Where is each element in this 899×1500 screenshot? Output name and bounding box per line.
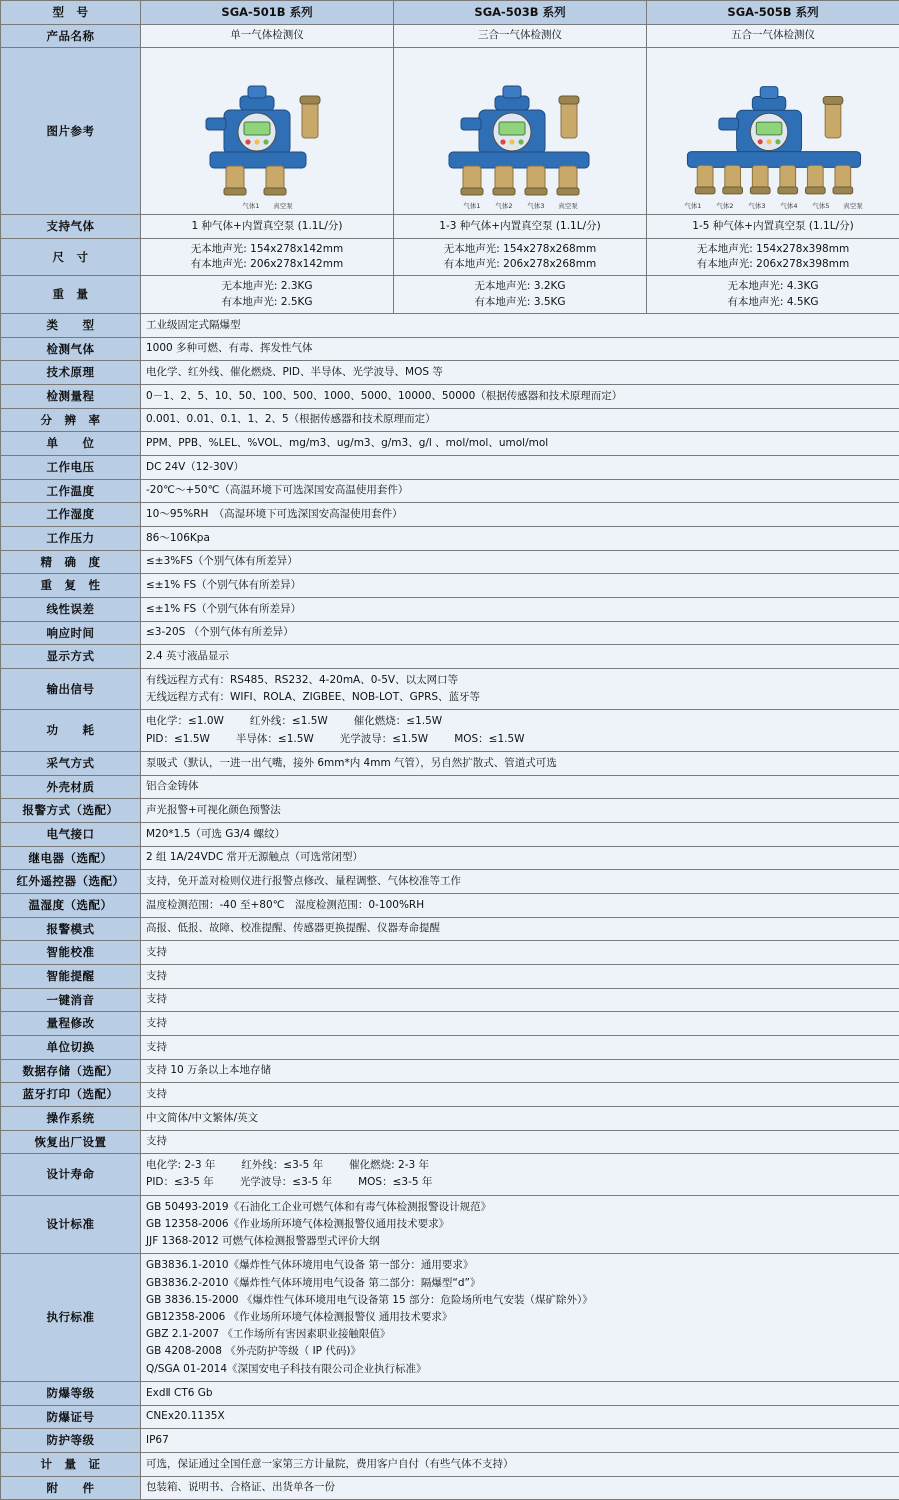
row-label-alarm-mode: 报警模式	[1, 917, 141, 941]
row-label-temp-humi: 温湿度（选配）	[1, 893, 141, 917]
row-label-detect-gas: 检测气体	[1, 337, 141, 361]
port-label: 气体3	[744, 203, 770, 210]
value-os: 中文简体/中文繁体/英文	[141, 1106, 899, 1130]
row-label-pressure: 工作压力	[1, 526, 141, 550]
size-no-sound: 无本地声光: 154x278x268mm	[399, 242, 641, 257]
row-label-gas-support: 支持气体	[1, 215, 141, 239]
weight-2	[394, 276, 647, 313]
design-std-item: GB 50493-2019《石油化工企业可燃气体和有毒气体检测报警设计规范》	[146, 1199, 894, 1216]
design-life-item: 红外线：≤3-5 年	[241, 1158, 323, 1173]
table-row-weight	[1, 276, 899, 313]
table-row-ip-grade	[1, 1429, 899, 1453]
table-row-os	[1, 1106, 899, 1130]
row-label-one-key-mute: 一键消音	[1, 988, 141, 1012]
row-label-ir-remote: 红外遥控器（选配）	[1, 870, 141, 894]
value-linear-error: ≤±1% FS（个别气体有所差异）	[141, 597, 899, 621]
exec-std-item: GB 4208-2008 《外壳防护等级（ IP 代码)》	[146, 1343, 894, 1360]
model-header-1: SGA-501B 系列	[141, 1, 394, 25]
table-row-output	[1, 668, 899, 709]
size-2	[394, 239, 647, 276]
value-one-key-mute: 支持	[141, 988, 899, 1012]
value-ip-grade: IP67	[141, 1429, 899, 1453]
table-row-smart-cal	[1, 941, 899, 965]
gas-support-1: 1 种气体+内置真空泵 (1.1L/分)	[141, 215, 394, 239]
value-ex-grade: ExdⅡ CT6 Gb	[141, 1381, 899, 1405]
table-row-electrical-interface	[1, 822, 899, 846]
design-life-line-1	[146, 1157, 894, 1174]
device-image-1	[141, 48, 394, 215]
device-image-2	[394, 48, 647, 215]
row-label-humidity: 工作湿度	[1, 503, 141, 527]
table-row-relay	[1, 846, 899, 870]
value-tech-principle: 电化学、红外线、催化燃烧、PID、半导体、光学波导、MOS 等	[141, 361, 899, 385]
value-detect-gas: 1000 多种可燃、有毒、挥发性气体	[141, 337, 899, 361]
value-category: 工业级固定式隔爆型	[141, 313, 899, 337]
value-temp-humi: 温度检测范围：-40 至+80℃ 湿度检测范围：0-100%RH	[141, 893, 899, 917]
table-row-factory-reset	[1, 1130, 899, 1154]
table-row-response-time	[1, 621, 899, 645]
value-sampling: 泵吸式（默认，一进一出气嘴，接外 6mm*内 4mm 气管），另自然扩散式、管道式可选	[141, 751, 899, 775]
power-item: MOS：≤1.5W	[454, 732, 524, 747]
port-label: 气体1	[459, 203, 485, 210]
row-label-exec-std: 执行标准	[1, 1254, 141, 1382]
value-ir-remote: 支持，免开盖对检则仪进行报警点修改、量程调整、气体校准等工作	[141, 870, 899, 894]
port-label: 气体2	[712, 203, 738, 210]
port-label: 真空泵	[840, 203, 866, 210]
size-1	[141, 239, 394, 276]
exec-std-item: GB 3836.15-2000 《爆炸性气体环境用电气设备第 15 部分：危险场所电气安装（煤矿除外）》	[146, 1292, 894, 1309]
power-item: 半导体：≤1.5W	[236, 732, 314, 747]
row-label-unit: 单 位	[1, 432, 141, 456]
output-wireless: 无线远程方式有：WIFI、ROLA、ZIGBEE、NOB-LOT、GPRS、蓝牙等	[146, 689, 894, 706]
weight-no-sound: 无本地声光: 2.3KG	[146, 279, 388, 294]
row-label-unit-switch: 单位切换	[1, 1035, 141, 1059]
value-response-time: ≤3-20S （个别气体有所差异）	[141, 621, 899, 645]
table-row-design-life	[1, 1154, 899, 1195]
design-life-line-2	[146, 1174, 894, 1191]
gas-support-3: 1-5 种气体+内置真空泵 (1.1L/分)	[647, 215, 899, 239]
value-bt-print: 支持	[141, 1083, 899, 1107]
port-label: 气体5	[808, 203, 834, 210]
table-row-gas-support	[1, 215, 899, 239]
table-row-accessories	[1, 1476, 899, 1500]
exec-std-item: GB3836.2-2010《爆炸性气体环境用电气设备 第二部分：隔爆型“d”》	[146, 1275, 894, 1292]
weight-3	[647, 276, 899, 313]
table-row-unit-switch	[1, 1035, 899, 1059]
row-label-smart-remind: 智能提醒	[1, 964, 141, 988]
row-label-alarm-way: 报警方式（选配）	[1, 799, 141, 823]
table-row-range-modify	[1, 1012, 899, 1036]
value-electrical-interface: M20*1.5（可选 G3/4 螺纹）	[141, 822, 899, 846]
value-range-modify: 支持	[141, 1012, 899, 1036]
port-labels-2	[399, 203, 641, 210]
table-row-ir-remote	[1, 870, 899, 894]
port-labels-3	[652, 203, 894, 210]
value-shell: 铝合金铸体	[141, 775, 899, 799]
table-row-ex-grade	[1, 1381, 899, 1405]
table-row-shell	[1, 775, 899, 799]
detector-illustration-1	[162, 52, 372, 202]
table-row-smart-remind	[1, 964, 899, 988]
value-design-life	[141, 1154, 899, 1195]
row-label-factory-reset: 恢复出厂设置	[1, 1130, 141, 1154]
weight-sound: 有本地声光: 2.5KG	[146, 295, 388, 310]
table-row-one-key-mute	[1, 988, 899, 1012]
row-label-display: 显示方式	[1, 645, 141, 669]
row-label-size: 尺 寸	[1, 239, 141, 276]
row-label-category: 类 型	[1, 313, 141, 337]
table-row-model	[1, 1, 899, 25]
row-label-accuracy: 精 确 度	[1, 550, 141, 574]
row-label-output: 输出信号	[1, 668, 141, 709]
table-row-image-reference	[1, 48, 899, 215]
row-label-design-life: 设计寿命	[1, 1154, 141, 1195]
design-life-item: 电化学: 2-3 年	[146, 1158, 215, 1173]
value-smart-remind: 支持	[141, 964, 899, 988]
port-label: 气体3	[523, 203, 549, 210]
value-design-std	[141, 1195, 899, 1254]
table-row-temp-humi	[1, 893, 899, 917]
power-item: 红外线：≤1.5W	[250, 714, 328, 729]
device-image-3	[647, 48, 899, 215]
row-label-model: 型 号	[1, 1, 141, 25]
size-sound: 有本地声光: 206x278x142mm	[146, 257, 388, 272]
table-row-repeatability	[1, 574, 899, 598]
value-factory-reset: 支持	[141, 1130, 899, 1154]
row-label-electrical-interface: 电气接口	[1, 822, 141, 846]
table-row-category	[1, 313, 899, 337]
value-power	[141, 710, 899, 751]
power-item: 催化燃烧：≤1.5W	[354, 714, 442, 729]
table-row-display	[1, 645, 899, 669]
table-row-accuracy	[1, 550, 899, 574]
power-item: 光学波导：≤1.5W	[340, 732, 428, 747]
weight-no-sound: 无本地声光: 4.3KG	[652, 279, 894, 294]
row-label-data-store: 数据存储（选配）	[1, 1059, 141, 1083]
table-row-voltage	[1, 455, 899, 479]
row-label-design-std: 设计标准	[1, 1195, 141, 1254]
row-label-linear-error: 线性误差	[1, 597, 141, 621]
value-alarm-way: 声光报警+可视化颜色预警法	[141, 799, 899, 823]
table-row-metrology	[1, 1452, 899, 1476]
value-pressure: 86～106Kpa	[141, 526, 899, 550]
value-accessories: 包装箱、说明书、合格证、出货单各一份	[141, 1476, 899, 1500]
product-name-3: 五合一气体检测仪	[647, 24, 899, 48]
design-life-item: 光学波导：≤3-5 年	[240, 1175, 332, 1190]
table-row-size	[1, 239, 899, 276]
port-label: 气体4	[776, 203, 802, 210]
row-label-tech-principle: 技术原理	[1, 361, 141, 385]
value-smart-cal: 支持	[141, 941, 899, 965]
table-row-exec-std	[1, 1254, 899, 1382]
row-label-power: 功 耗	[1, 710, 141, 751]
table-row-power	[1, 710, 899, 751]
port-labels-1	[146, 203, 388, 210]
table-row-sampling	[1, 751, 899, 775]
table-row-product-name	[1, 24, 899, 48]
port-label: 真空泵	[555, 203, 581, 210]
row-label-voltage: 工作电压	[1, 455, 141, 479]
value-humidity: 10～95%RH （高湿环境下可选深国安高湿使用套件）	[141, 503, 899, 527]
table-row-tech-principle	[1, 361, 899, 385]
power-line-2	[146, 731, 894, 748]
model-header-2: SGA-503B 系列	[394, 1, 647, 25]
row-label-range: 检测量程	[1, 384, 141, 408]
value-accuracy: ≤±3%FS（个别气体有所差异）	[141, 550, 899, 574]
row-label-image-reference: 图片参考	[1, 48, 141, 215]
product-name-1: 单一气体检测仪	[141, 24, 394, 48]
table-row-temperature	[1, 479, 899, 503]
gas-support-2: 1-3 种气体+内置真空泵 (1.1L/分)	[394, 215, 647, 239]
value-ex-cert: CNEx20.1135X	[141, 1405, 899, 1429]
value-relay: 2 组 1A/24VDC 常开无源触点（可选常闭型）	[141, 846, 899, 870]
value-range: 0－1、2、5、10、50、100、500、1000、5000、10000、50000（根据传感器和技术原理而定）	[141, 384, 899, 408]
value-repeatability: ≤±1% FS（个别气体有所差异）	[141, 574, 899, 598]
detector-illustration-2	[405, 52, 635, 202]
weight-sound: 有本地声光: 3.5KG	[399, 295, 641, 310]
table-row-detect-gas	[1, 337, 899, 361]
product-name-2: 三合一气体检测仪	[394, 24, 647, 48]
value-unit-switch: 支持	[141, 1035, 899, 1059]
table-row-data-store	[1, 1059, 899, 1083]
value-voltage: DC 24V（12-30V）	[141, 455, 899, 479]
table-row-ex-cert	[1, 1405, 899, 1429]
weight-no-sound: 无本地声光: 3.2KG	[399, 279, 641, 294]
table-row-unit	[1, 432, 899, 456]
exec-std-item: GBZ 2.1-2007 《工作场所有害因素职业接触限值》	[146, 1326, 894, 1343]
port-label: 气体1	[680, 203, 706, 210]
row-label-ex-grade: 防爆等级	[1, 1381, 141, 1405]
weight-sound: 有本地声光: 4.5KG	[652, 295, 894, 310]
size-no-sound: 无本地声光: 154x278x142mm	[146, 242, 388, 257]
size-sound: 有本地声光: 206x278x268mm	[399, 257, 641, 272]
model-header-3: SGA-505B 系列	[647, 1, 899, 25]
row-label-range-modify: 量程修改	[1, 1012, 141, 1036]
value-metrology: 可选，保证通过全国任意一家第三方计量院，费用客户自付（有些气体不支持）	[141, 1452, 899, 1476]
row-label-product-name: 产品名称	[1, 24, 141, 48]
table-row-linear-error	[1, 597, 899, 621]
size-3	[647, 239, 899, 276]
exec-std-item: Q/SGA 01-2014《深国安电子科技有限公司企业执行标准》	[146, 1361, 894, 1378]
value-temperature: -20℃～+50℃（高温环境下可选深国安高温使用套件）	[141, 479, 899, 503]
row-label-ex-cert: 防爆证号	[1, 1405, 141, 1429]
row-label-weight: 重 量	[1, 276, 141, 313]
table-row-range	[1, 384, 899, 408]
size-no-sound: 无本地声光: 154x278x398mm	[652, 242, 894, 257]
value-unit: PPM、PPB、%LEL、%VOL、mg/m3、ug/m3、g/m3、g/l 、mol/mol、umol/mol	[141, 432, 899, 456]
value-exec-std	[141, 1254, 899, 1382]
design-std-item: JJF 1368-2012 可燃气体检测报警器型式评价大纲	[146, 1233, 894, 1250]
output-wired: 有线远程方式有：RS485、RS232、4-20mA、0-5V、以太网口等	[146, 672, 894, 689]
size-sound: 有本地声光: 206x278x398mm	[652, 257, 894, 272]
table-row-pressure	[1, 526, 899, 550]
weight-1	[141, 276, 394, 313]
row-label-metrology: 计 量 证	[1, 1452, 141, 1476]
power-line-1	[146, 713, 894, 730]
value-resolution: 0.001、0.01、0.1、1、2、5（根据传感器和技术原理而定）	[141, 408, 899, 432]
row-label-bt-print: 蓝牙打印（选配）	[1, 1083, 141, 1107]
table-row-alarm-way	[1, 799, 899, 823]
value-output	[141, 668, 899, 709]
row-label-sampling: 采气方式	[1, 751, 141, 775]
power-item: 电化学：≤1.0W	[146, 714, 224, 729]
port-label: 真空泵	[270, 203, 296, 210]
row-label-resolution: 分 辨 率	[1, 408, 141, 432]
row-label-os: 操作系统	[1, 1106, 141, 1130]
detector-illustration-3	[652, 52, 894, 202]
value-data-store: 支持 10 万条以上本地存储	[141, 1059, 899, 1083]
row-label-smart-cal: 智能校准	[1, 941, 141, 965]
port-label: 气体2	[491, 203, 517, 210]
value-alarm-mode: 高报、低报、故障、校准提醒、传感器更换提醒、仪器寿命提醒	[141, 917, 899, 941]
row-label-response-time: 响应时间	[1, 621, 141, 645]
value-display: 2.4 英寸液晶显示	[141, 645, 899, 669]
design-life-item: 催化燃烧: 2-3 年	[349, 1158, 429, 1173]
table-row-resolution	[1, 408, 899, 432]
row-label-shell: 外壳材质	[1, 775, 141, 799]
exec-std-item: GB12358-2006 《作业场所环境气体检测报警仪 通用技术要求》	[146, 1309, 894, 1326]
row-label-repeatability: 重 复 性	[1, 574, 141, 598]
power-item: PID：≤1.5W	[146, 732, 210, 747]
table-row-humidity	[1, 503, 899, 527]
design-std-item: GB 12358-2006《作业场所环境气体检测报警仪通用技术要求》	[146, 1216, 894, 1233]
exec-std-item: GB3836.1-2010《爆炸性气体环境用电气设备 第一部分：通用要求》	[146, 1257, 894, 1274]
design-life-item: MOS：≤3-5 年	[358, 1175, 432, 1190]
table-row-bt-print	[1, 1083, 899, 1107]
design-life-item: PID：≤3-5 年	[146, 1175, 214, 1190]
row-label-ip-grade: 防护等级	[1, 1429, 141, 1453]
row-label-accessories: 附 件	[1, 1476, 141, 1500]
port-label: 气体1	[238, 203, 264, 210]
table-row-alarm-mode	[1, 917, 899, 941]
row-label-relay: 继电器（选配）	[1, 846, 141, 870]
row-label-temperature: 工作温度	[1, 479, 141, 503]
table-row-design-std	[1, 1195, 899, 1254]
